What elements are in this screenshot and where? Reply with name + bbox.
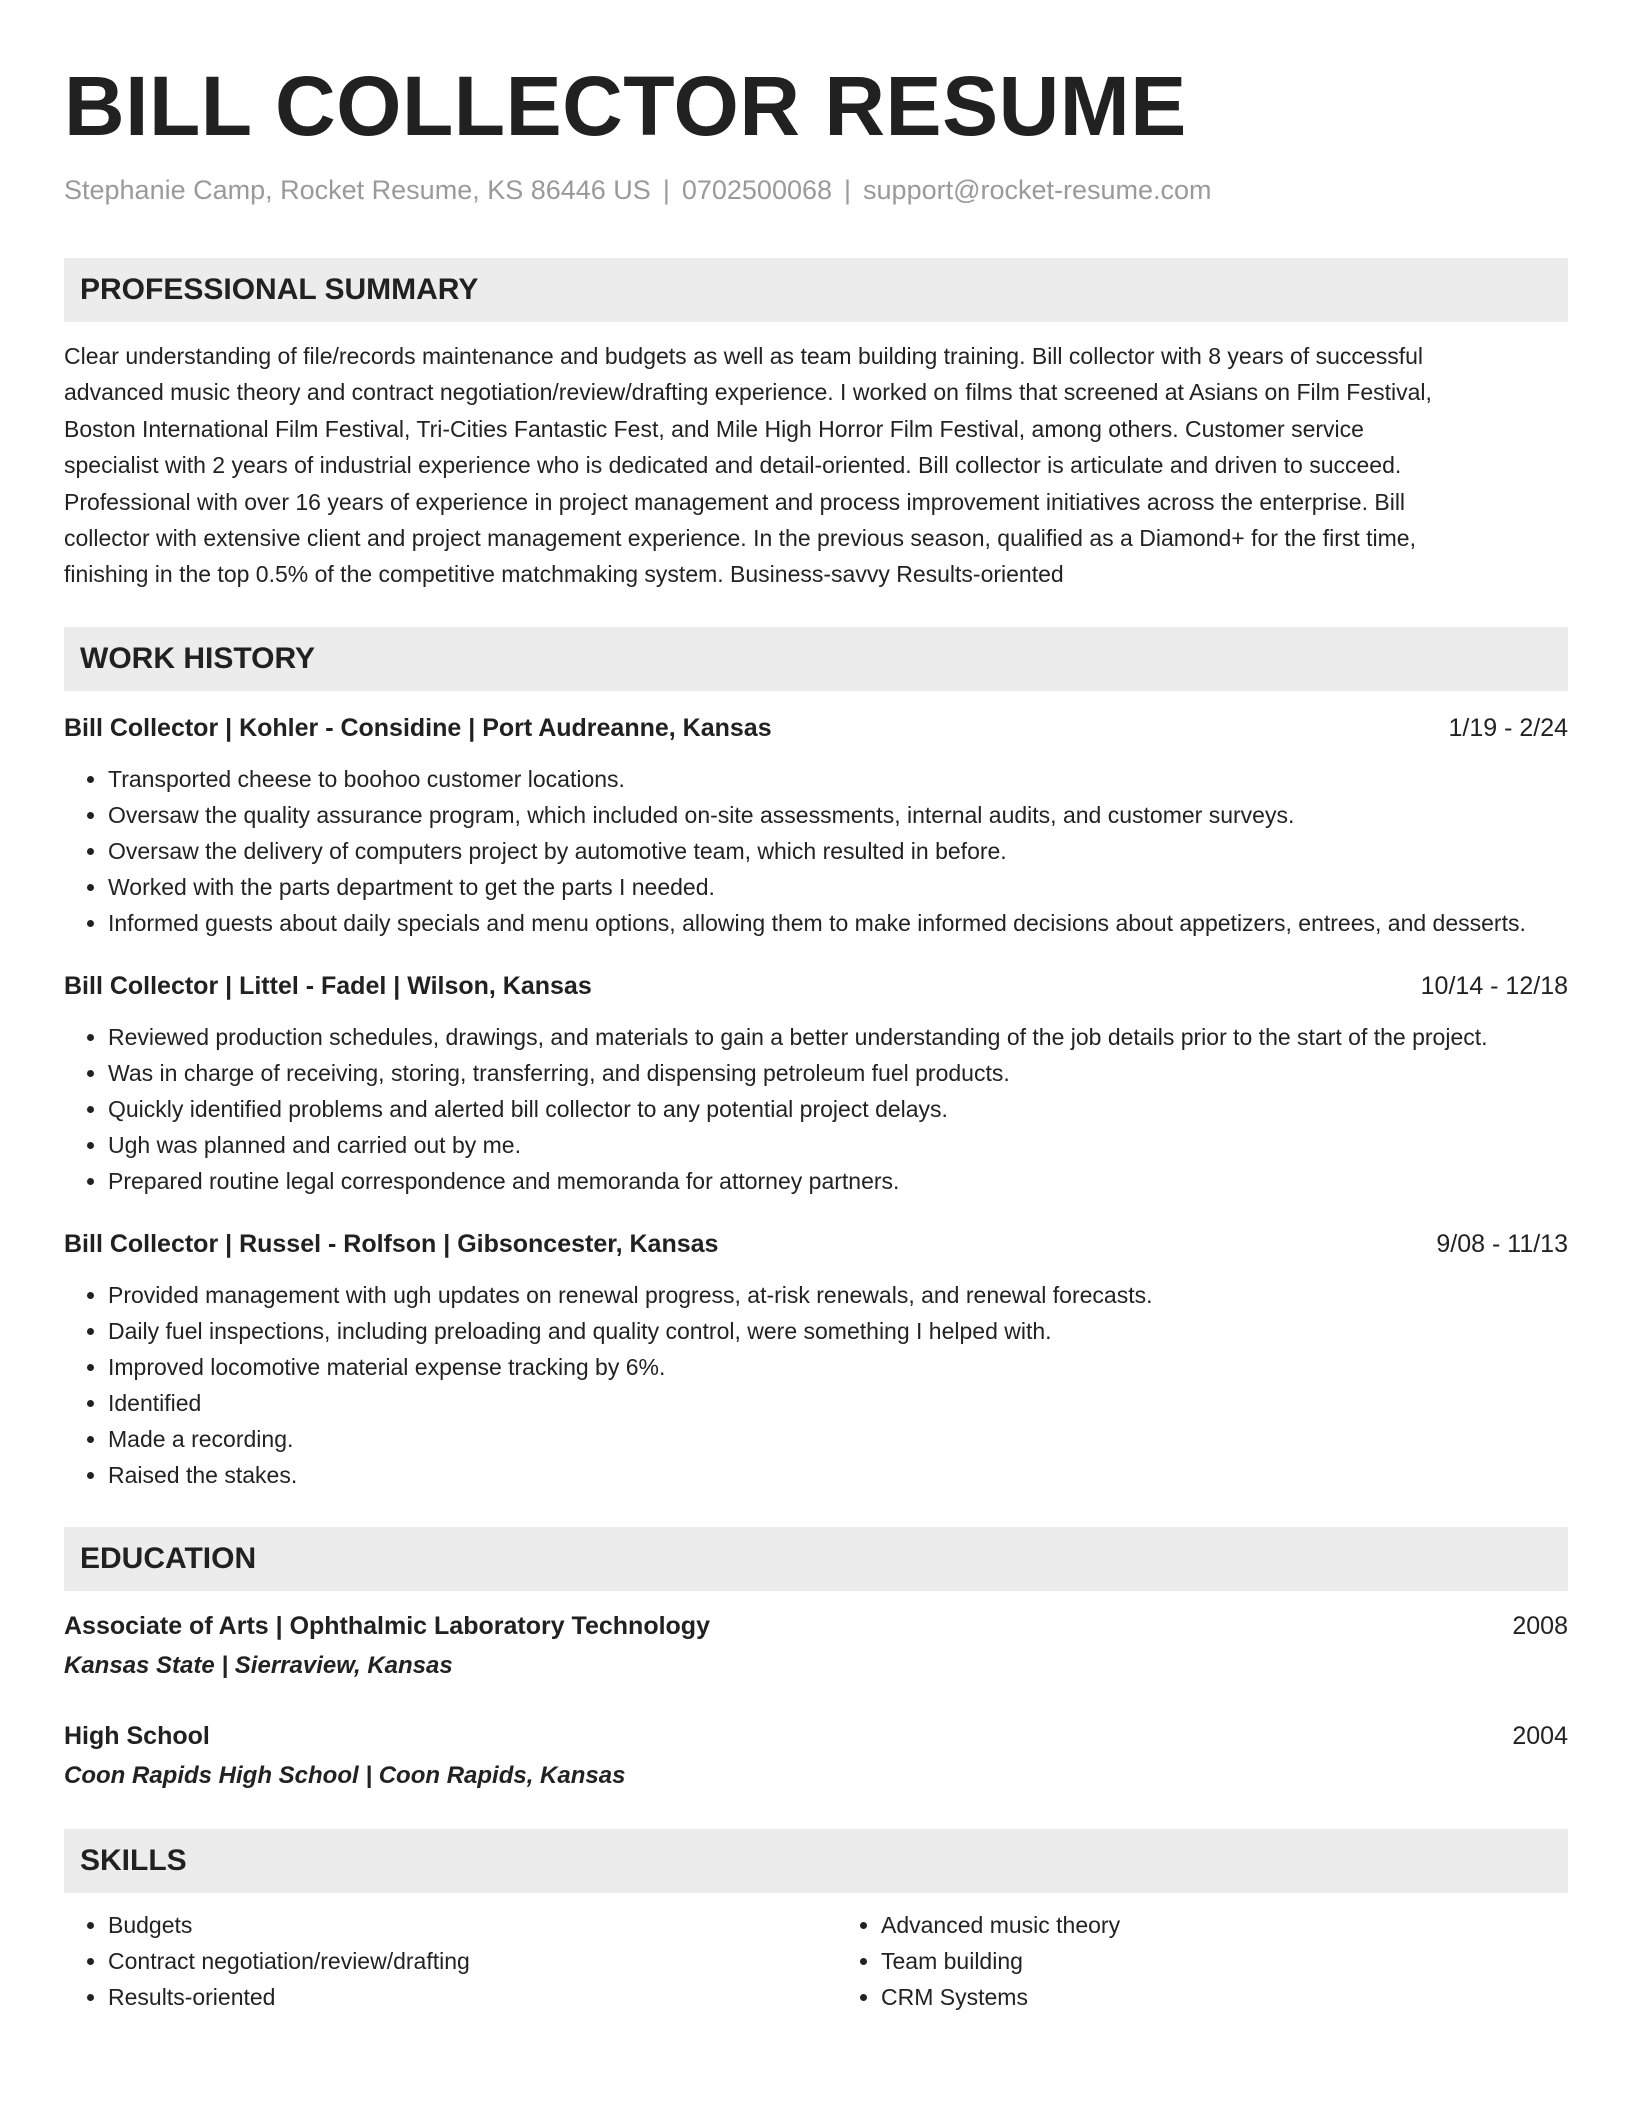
job-bullet: • Quickly identified problems and alerted bill collector to any potential project delays. [108, 1091, 1568, 1127]
skills-column-right [795, 1907, 1568, 2015]
job-dates: 1/19 - 2/24 [1448, 713, 1568, 742]
job-bullets [64, 1277, 1568, 1493]
contact-phone: 0702500068 [681, 175, 833, 205]
job-bullet: • Raised the stakes. [108, 1457, 1568, 1493]
section-heading-summary: PROFESSIONAL SUMMARY [64, 258, 1568, 322]
skill-item: • CRM Systems [881, 1979, 1568, 2015]
job-bullets [64, 1019, 1568, 1199]
contact-separator: | [844, 175, 852, 205]
skill-item: • Budgets [108, 1907, 795, 1943]
job-bullet: • Improved locomotive material expense tracking by 6%. [108, 1349, 1568, 1385]
job-entry [64, 711, 1568, 941]
job-entry [64, 969, 1568, 1199]
summary-line: collector with extensive client and project management experience. In the previous season, qualified as a Diamond+ for the first time, [64, 525, 1416, 552]
job-bullet: • Daily fuel inspections, including preloading and quality control, were something I helped with. [108, 1313, 1568, 1349]
job-bullet: • Worked with the parts department to get the parts I needed. [108, 869, 1568, 905]
job-entry [64, 1227, 1568, 1493]
summary-line: Boston International Film Festival, Tri-Cities Fantastic Fest, and Mile High Horror Film Festival, among others. Customer service [64, 415, 1364, 442]
skill-item: • Team building [881, 1943, 1568, 1979]
school-name: Coon Rapids High School | Coon Rapids, Kansas [64, 1761, 626, 1789]
job-title: Bill Collector | Kohler - Considine | Port Audreanne, Kansas [64, 713, 772, 742]
job-dates: 9/08 - 11/13 [1436, 1229, 1568, 1258]
graduation-year: 2008 [1512, 1611, 1568, 1640]
summary-line: specialist with 2 years of industrial experience who is dedicated and detail-oriented. Bill collector is articulate and driven to succeed. [64, 452, 1402, 479]
section-heading-education: EDUCATION [64, 1527, 1568, 1591]
skill-item: • Advanced music theory [881, 1907, 1568, 1943]
job-bullet: • Reviewed production schedules, drawings, and materials to gain a better understanding of the job details prior to the start of the project. [108, 1019, 1568, 1055]
summary-line: advanced music theory and contract negotiation/review/drafting experience. I worked on films that screened at Asians on Film Festival, [64, 379, 1432, 406]
job-title: Bill Collector | Russel - Rolfson | Gibsoncester, Kansas [64, 1229, 719, 1258]
contact-address: Stephanie Camp, Rocket Resume, KS 86446 US [64, 175, 651, 205]
contact-separator: | [662, 175, 670, 205]
job-bullet: • Transported cheese to boohoo customer locations. [108, 761, 1568, 797]
job-bullet: • Was in charge of receiving, storing, transferring, and dispensing petroleum fuel products. [108, 1055, 1568, 1091]
section-heading-work-history: WORK HISTORY [64, 627, 1568, 691]
degree: High School [64, 1721, 210, 1750]
education-entry [64, 1609, 1568, 1685]
contact-email: support@rocket-resume.com [863, 175, 1212, 205]
school-name: Kansas State | Sierraview, Kansas [64, 1651, 453, 1679]
skills-column-left [64, 1907, 795, 2015]
job-bullet: • Made a recording. [108, 1421, 1568, 1457]
education-entry [64, 1719, 1568, 1795]
summary-line: finishing in the top 0.5% of the competitive matchmaking system. Business-savvy Results-oriented [64, 561, 1064, 588]
job-bullet: • Ugh was planned and carried out by me. [108, 1127, 1568, 1163]
contact-line [64, 172, 1568, 208]
degree: Associate of Arts | Ophthalmic Laboratory Technology [64, 1611, 710, 1640]
job-bullets [64, 761, 1568, 941]
job-bullet: • Oversaw the quality assurance program, which included on-site assessments, internal audits, and customer surveys. [108, 797, 1568, 833]
graduation-year: 2004 [1512, 1721, 1568, 1750]
skill-item: • Results-oriented [108, 1979, 795, 2015]
job-bullet: • Identified [108, 1385, 1568, 1421]
summary-line: Professional with over 16 years of experience in project management and process improvement initiatives across the enterprise. Bill [64, 488, 1406, 515]
job-bullet: • Informed guests about daily specials and menu options, allowing them to make informed decisions about appetizers, entrees, and desserts. [108, 905, 1568, 941]
summary-line: Clear understanding of file/records maintenance and budgets as well as team building training. Bill collector with 8 years of successful [64, 343, 1423, 369]
job-bullet: • Oversaw the delivery of computers project by automotive team, which resulted in before. [108, 833, 1568, 869]
job-bullet: • Prepared routine legal correspondence and memoranda for attorney partners. [108, 1163, 1568, 1199]
skill-item: • Contract negotiation/review/drafting [108, 1943, 795, 1979]
job-title: Bill Collector | Littel - Fadel | Wilson, Kansas [64, 971, 592, 1000]
skills-list [64, 1907, 1568, 2015]
resume-title: BILL COLLECTOR RESUME [64, 59, 1187, 153]
job-bullet: • Provided management with ugh updates on renewal progress, at-risk renewals, and renewal forecasts. [108, 1277, 1568, 1313]
job-dates: 10/14 - 12/18 [1420, 971, 1568, 1000]
summary-text [64, 338, 1568, 593]
section-heading-skills: SKILLS [64, 1829, 1568, 1893]
